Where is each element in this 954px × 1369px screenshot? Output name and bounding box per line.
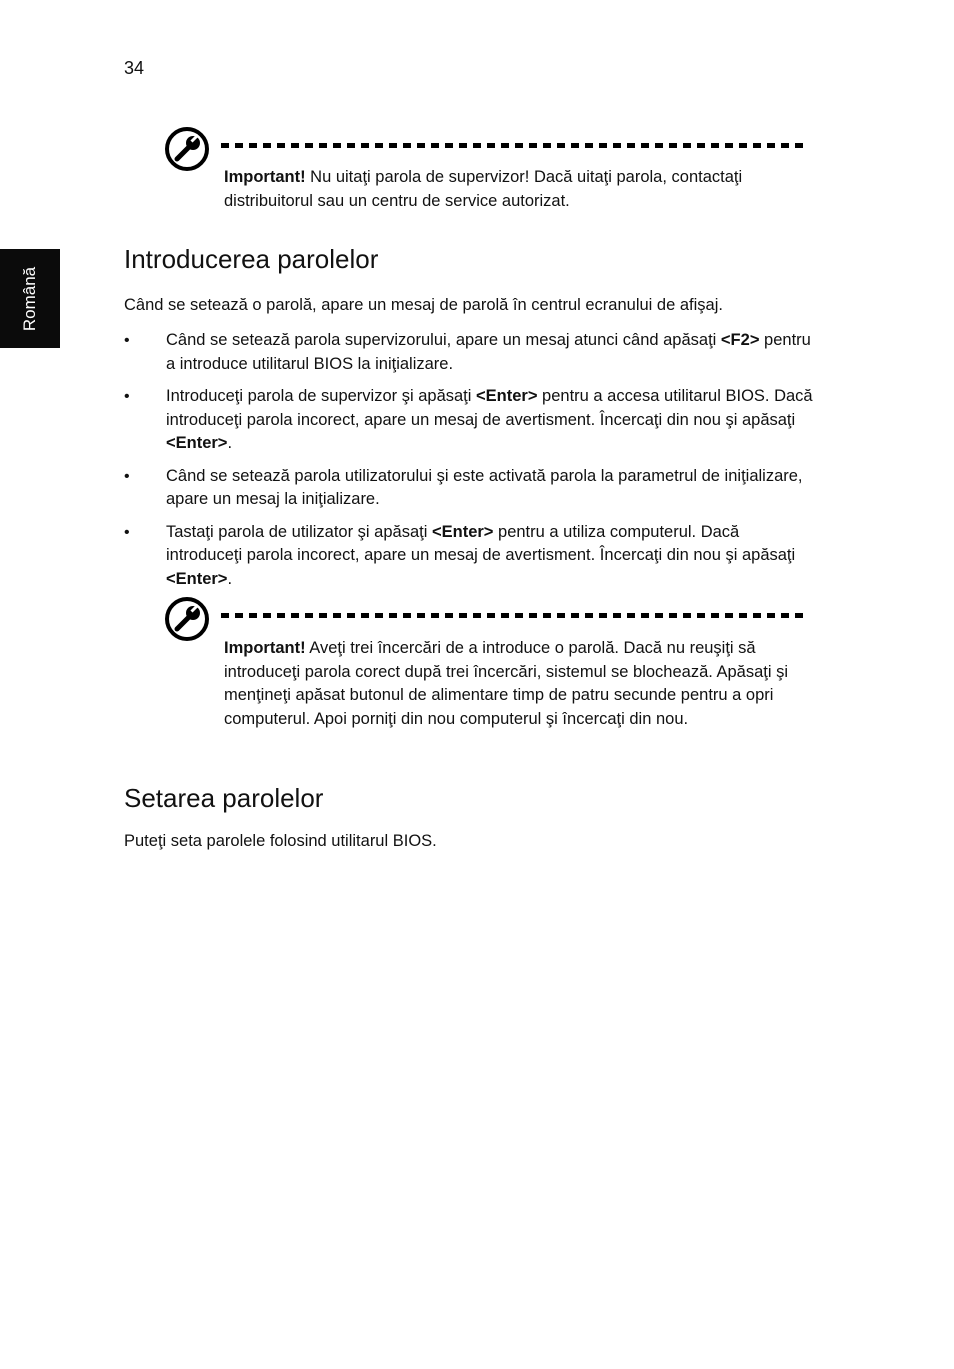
- language-tab: [0, 249, 60, 348]
- bullet-icon: •: [124, 332, 130, 349]
- key-label: <Enter>: [166, 434, 228, 452]
- note-body: Nu uitaţi parola de supervizor! Dacă uitaţi parola, contactaţi distribuitorul sau un centru de service autorizat.: [224, 168, 743, 210]
- bullet-icon: •: [124, 467, 130, 485]
- bullet-text: pentru a utiliza computerul. Dacă introduceţi parola incorect, apare un mesaj de avertisment. Încercaţi din nou şi apăsaţi: [166, 522, 796, 564]
- page-number: 34: [124, 58, 145, 78]
- list-item: [124, 385, 814, 456]
- section-heading-setarea-parolelor: Setarea parolelor: [124, 783, 324, 813]
- bullet-icon: •: [124, 388, 130, 405]
- note-label: Important!: [224, 168, 306, 186]
- bullet-text: Când se setează parola utilizatorului şi este activată parola la parametrul de iniţializare, apare un mesaj la iniţializare.: [166, 466, 803, 508]
- section-paragraph: Puteţi seta parolele folosind utilitarul BIOS.: [124, 832, 437, 850]
- dashed-divider: [221, 143, 806, 148]
- bullet-icon: •: [124, 523, 130, 541]
- language-tab-label: Română: [20, 266, 39, 331]
- key-label: <Enter>: [431, 522, 494, 541]
- bullet-list: [124, 329, 814, 600]
- note-text: [224, 637, 804, 731]
- wrench-icon: [164, 126, 210, 172]
- note-label: Important!: [224, 639, 306, 657]
- bullet-text: Introduceţi parola de supervizor şi apăsaţi: [166, 387, 477, 405]
- important-note-2: [164, 596, 808, 756]
- dashed-divider: [221, 613, 806, 618]
- key-label: <F2>: [720, 331, 760, 349]
- list-item: [124, 465, 814, 512]
- bullet-text: Tastaţi parola de utilizator şi apăsaţi: [166, 522, 432, 541]
- important-note-1: [164, 126, 808, 216]
- key-label: <Enter>: [166, 569, 228, 588]
- note-text: [224, 166, 804, 213]
- list-item: [124, 521, 814, 592]
- bullet-text: pentru a accesa utilitarul BIOS. Dacă introduceţi parola incorect, apare un mesaj de avertisment. Încercaţi din nou şi apăsaţi: [166, 387, 813, 429]
- bullet-text: pentru a introduce utilitarul BIOS la iniţializare.: [166, 331, 811, 373]
- bullet-text: .: [227, 569, 233, 588]
- key-label: <Enter>: [476, 387, 538, 405]
- section-heading-introducerea-parolelor: Introducerea parolelor: [124, 244, 379, 274]
- note-body: Aveţi trei încercări de a introduce o parolă. Dacă nu reuşiţi să introduceţi parola corect după trei încercări, sistemul se blochează. Apăsaţi şi menţineţi apăsat butonul de alimentare timp de patru secunde pentru a opri computerul. Apoi porniţi din nou computerul şi încercaţi din nou.: [224, 639, 789, 728]
- list-item: [124, 329, 814, 376]
- bullet-text: .: [227, 434, 233, 452]
- intro-paragraph: Când se setează o parolă, apare un mesaj de parolă în centrul ecranului de afişaj.: [124, 296, 723, 314]
- wrench-icon: [164, 596, 210, 642]
- bullet-text: Când se setează parola supervizorului, apare un mesaj atunci când apăsaţi: [166, 331, 721, 349]
